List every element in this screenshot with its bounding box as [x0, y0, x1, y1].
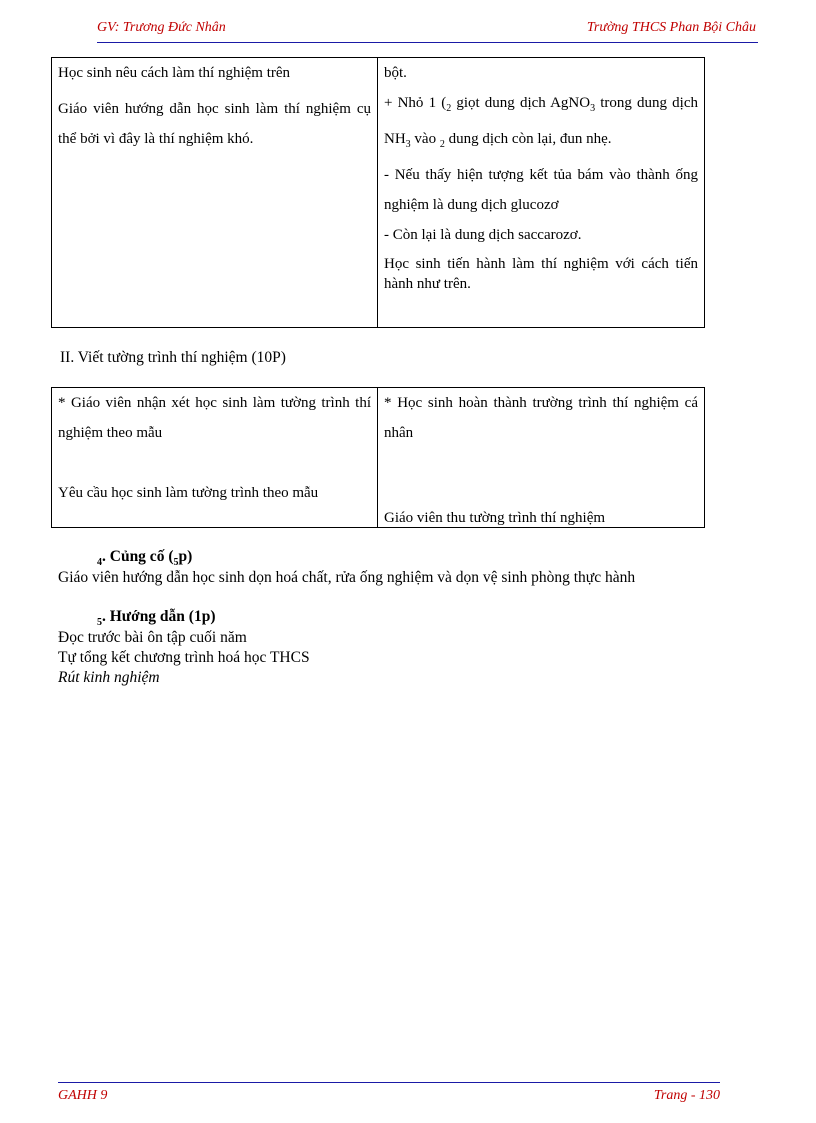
table2-left-cell [52, 388, 378, 528]
section4-text: Giáo viên hướng dẫn học sinh dọn hoá chất, rửa ống nghiệm và dọn vệ sinh phòng thực hành [58, 569, 636, 586]
activity-table-2 [51, 387, 705, 528]
table2-right-p2: Giáo viên thu tường trình thí nghiệm [384, 510, 606, 526]
section5-title: $_5$. Hướng dẫn (1p) [97, 608, 216, 628]
table1-left-p1: Học sinh nêu cách làm thí nghiệm trên [58, 65, 291, 81]
footer-rule [58, 1082, 720, 1083]
header-right: Trường THCS Phan Bội Châu [586, 20, 756, 35]
footer-left: GAHH 9 [58, 1088, 108, 1103]
table1-right-l1: bột. [384, 65, 407, 81]
activity-table-1 [51, 57, 705, 328]
table1-right-l2: + Nhỏ 1 ($_2$ giọt dung dịch AgNO$_3$ trong dung dịch $NH_3$ vào $_2$ dung dịch còn lại, đun nhẹ. [384, 95, 698, 150]
section5-line1: Đọc trước bài ôn tập cuối năm [58, 629, 247, 646]
table1-right-l4: - Còn lại là dung dịch saccarozơ. [384, 227, 582, 243]
table1-right-l3: - Nếu thấy hiện tượng kết tủa bám vào thành ống nghiệm là dung dịch glucozơ [384, 167, 698, 213]
section4-title: $_4$. Củng cố $(_5p)$ [97, 548, 193, 568]
table1-left-p2: Giáo viên hướng dẫn học sinh làm thí nghiệm cụ thể bởi vì đây là thí nghiệm khó. [58, 101, 371, 147]
header-left: GV: Trương Đức Nhân [97, 20, 226, 35]
table2-right-cell [378, 388, 705, 528]
section5-line3: Rút kinh nghiệm [58, 669, 160, 686]
table2-left-p2: Yêu cầu học sinh làm tường trình theo mẫu [58, 485, 319, 501]
table1-right-cell [378, 58, 705, 328]
header-rule [97, 42, 758, 43]
table1-left-cell [52, 58, 378, 328]
table2-left-p1: * Giáo viên nhận xét học sinh làm tường trình thí nghiệm theo mẫu [58, 395, 371, 441]
table1-right-l5: Học sinh tiến hành làm thí nghiệm với cách tiến hành như trên. [384, 256, 698, 292]
table2-right-p1: * Học sinh hoàn thành trường trình thí nghiệm cá nhân [384, 395, 698, 441]
section2-title: II. Viết tường trình thí nghiệm (10P) [60, 349, 286, 366]
footer-right: Trang - 130 [653, 1088, 720, 1103]
section5-line2: Tự tổng kết chương trình hoá học THCS [58, 649, 310, 666]
